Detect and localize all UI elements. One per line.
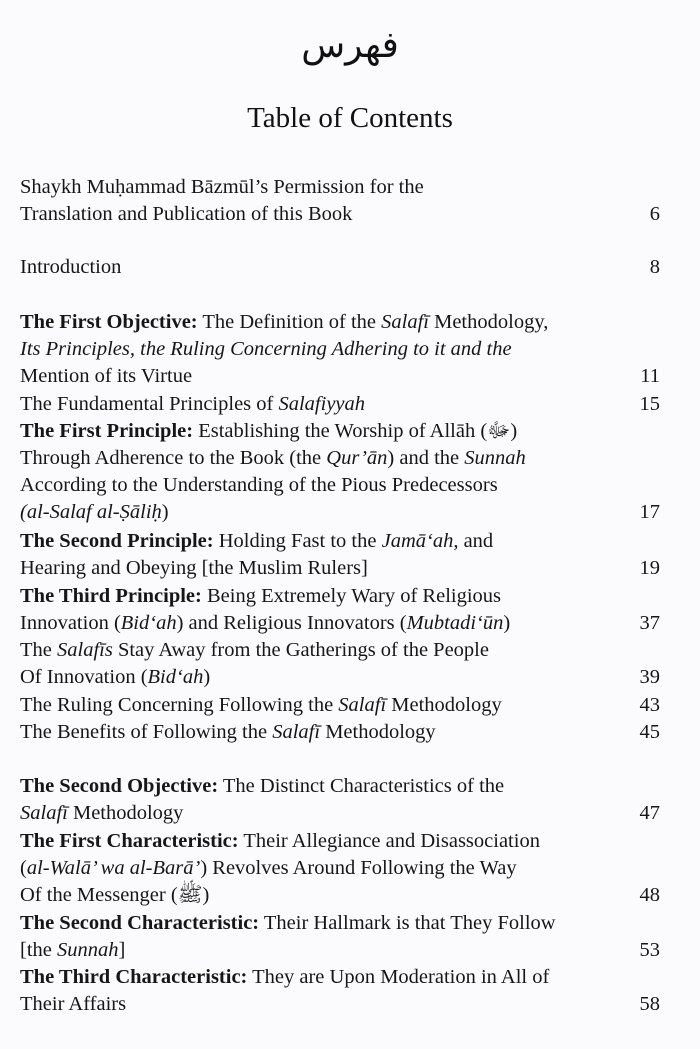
entry-page-number: 58 [639,993,660,1015]
entry-page-number: 17 [639,501,660,523]
entry-title-segment: Its Principles, the Ruling Concerning Adhering to it and the [20,338,512,360]
entry-title-line [20,391,610,418]
entry-title-segment: Being Extremely Wary of Religious [201,585,502,607]
entry-title-segment: Introduction [20,256,122,278]
entry-title-segment: ) [203,666,211,688]
entry-title-line [20,610,610,637]
entry-title-line [20,910,610,937]
page-title: Table of Contents [247,102,453,134]
entry-page-number: 48 [639,884,660,906]
entry-page-number: 19 [639,557,660,579]
entry-title-segment: Shaykh Muḥammad Bāzmūl’s Permission for the [20,176,424,198]
entry-title [20,174,610,228]
toc-entry[interactable] [20,828,660,909]
entry-title-segment: Salafiyyah [278,393,366,415]
entry-title [20,418,610,526]
entry-title-line [20,174,610,201]
entry-title-segment: Innovation ( [20,612,121,634]
entry-page-number: 39 [639,666,660,688]
entry-title-line [20,445,610,472]
entry-title-segment: Bid‘ah [120,612,177,634]
entry-title-line [20,637,610,664]
toc-entry[interactable] [20,964,660,1018]
entry-title-segment: Salafī [272,721,321,743]
entry-title-line [20,937,610,964]
entry-title-segment: al-Walā’ wa al-Barā’ [26,857,201,879]
entry-title-line [20,201,610,228]
toc-entry[interactable] [20,910,660,964]
entry-page-number: 37 [639,612,660,634]
entry-title-line [20,800,610,827]
toc-entry[interactable] [20,583,660,637]
entry-title-segment: ) and the [387,447,465,469]
entry-title-segment: Their Hallmark is that They Follow [259,912,556,934]
entry-title-segment: Methodology [386,694,502,716]
entry-title-line [20,773,610,800]
entry-title [20,692,610,719]
entry-title-segment: Salafī [381,311,429,333]
entry-title-segment: Their Affairs [20,993,127,1015]
entry-title-segment: The Third Characteristic: [20,966,248,988]
entry-title-segment: Of Innovation ( [20,666,148,688]
entry-title-segment: Bid‘ah [147,666,204,688]
entry-title-segment: Stay Away from the Gatherings of the People [112,639,489,661]
entry-title-line [20,855,610,882]
entry-title-segment: The First Characteristic: [20,830,239,852]
toc-entry[interactable] [20,528,660,582]
entry-title [20,964,610,1018]
entry-title-line [20,499,610,526]
entry-title-segment: ( [20,857,27,879]
entry-title-segment: The Second Characteristic: [20,912,260,934]
entry-title-segment: Establishing the Worship of Allāh (ﷻ) [193,420,518,442]
entry-title-segment: Qur’ān [326,447,388,469]
entry-title-line [20,664,610,691]
entry-title-segment: Methodology [320,721,436,743]
entry-title-segment: Mention of its Virtue [20,365,193,387]
entry-title-line [20,528,610,555]
toc-entry[interactable] [20,309,660,390]
entry-page-number: 45 [639,721,660,743]
toc-entry[interactable] [20,692,660,719]
entry-title-segment: The First Principle: [20,420,194,442]
entry-title-segment: Sunnah [57,939,119,961]
entry-title-segment: Mubtadi‘ūn [406,612,504,634]
entry-page-number: 8 [649,256,660,278]
entry-title-segment: The Definition of the [197,311,382,333]
entry-title-segment: Methodology, [428,311,549,333]
entry-title-segment: Holding Fast to the [213,530,382,552]
entry-title-segment: They are Upon Moderation in All of [247,966,550,988]
entry-title-segment: Salafī [338,694,387,716]
entry-page-number: 6 [649,203,660,225]
entry-title [20,583,610,637]
entry-title-segment: ) Revolves Around Following the Way [200,857,517,879]
entry-title-segment: Translation and Publication of this Book [20,203,353,225]
toc-entry[interactable] [20,637,660,691]
entry-title-line [20,583,610,610]
toc-entry[interactable] [20,174,660,228]
entry-title-segment: The Second Objective: [20,775,219,797]
entry-title-segment: ) [161,501,169,523]
entry-title-line [20,254,610,281]
entry-page-number: 15 [639,393,660,415]
entry-title-line [20,882,610,909]
entry-title [20,528,610,582]
entry-title-segment: The First Objective: [20,311,198,333]
entry-title-line [20,692,610,719]
entry-title [20,309,610,390]
toc-entry[interactable] [20,391,660,418]
toc-entry[interactable] [20,254,660,281]
entry-title-segment: al-Salaf al-Ṣāliḥ [26,501,162,523]
entry-title [20,910,610,964]
entry-title-line [20,991,610,1018]
entry-title-line [20,828,610,855]
entry-title-segment: ] [118,939,126,961]
entry-title-line [20,418,610,445]
entry-title [20,637,610,691]
entry-title-segment: The Benefits of Following the [20,721,273,743]
entry-title-segment: The Ruling Concerning Following the [20,694,339,716]
entry-title-segment: ) [503,612,511,634]
entry-title-line [20,555,610,582]
entry-page-number: 11 [640,365,660,387]
entry-title [20,719,610,746]
entry-title-line [20,363,610,390]
entry-title-line [20,309,610,336]
entry-title-segment: The [20,639,57,661]
entry-title-segment: Of the Messenger (ﷺ) [20,884,210,906]
entry-title [20,773,610,827]
entry-title-line [20,472,610,499]
entry-title-segment: ( [20,501,27,523]
entry-title-segment: Jamā‘ah [381,530,454,552]
arabic-heading: فهرس [301,25,399,66]
entry-title-segment: [the [20,939,57,961]
entry-title-line [20,719,610,746]
entry-title-segment: Methodology [67,802,184,824]
toc-entry[interactable] [20,773,660,827]
entry-title-segment: Their Allegiance and Disassociation [238,830,540,852]
entry-title-segment: The Distinct Characteristics of the [218,775,505,797]
entry-page-number: 43 [639,694,660,716]
entry-title-line [20,336,610,363]
entry-title-segment: Sunnah [464,447,526,469]
entry-title-segment: , and [453,530,494,552]
entry-title-segment: ) and Religious Innovators ( [176,612,407,634]
entry-title-segment: Salafī [20,802,68,824]
entry-page-number: 47 [639,802,660,824]
entry-title-segment: The Third Principle: [20,585,202,607]
entry-title-segment: Salafīs [57,639,113,661]
toc-entry[interactable] [20,418,660,526]
entry-page-number: 53 [639,939,660,961]
entry-title [20,828,610,909]
entry-title [20,391,610,418]
toc-entry[interactable] [20,719,660,746]
entry-title-segment: Hearing and Obeying [the Muslim Rulers] [20,557,368,579]
entry-title-segment: Through Adherence to the Book (the [20,447,327,469]
entry-title-segment: The Fundamental Principles of [20,393,279,415]
entry-title-segment: According to the Understanding of the Pious Predecessors [20,474,498,496]
entry-title-line [20,964,610,991]
entry-title [20,254,610,281]
entry-title-segment: The Second Principle: [20,530,214,552]
